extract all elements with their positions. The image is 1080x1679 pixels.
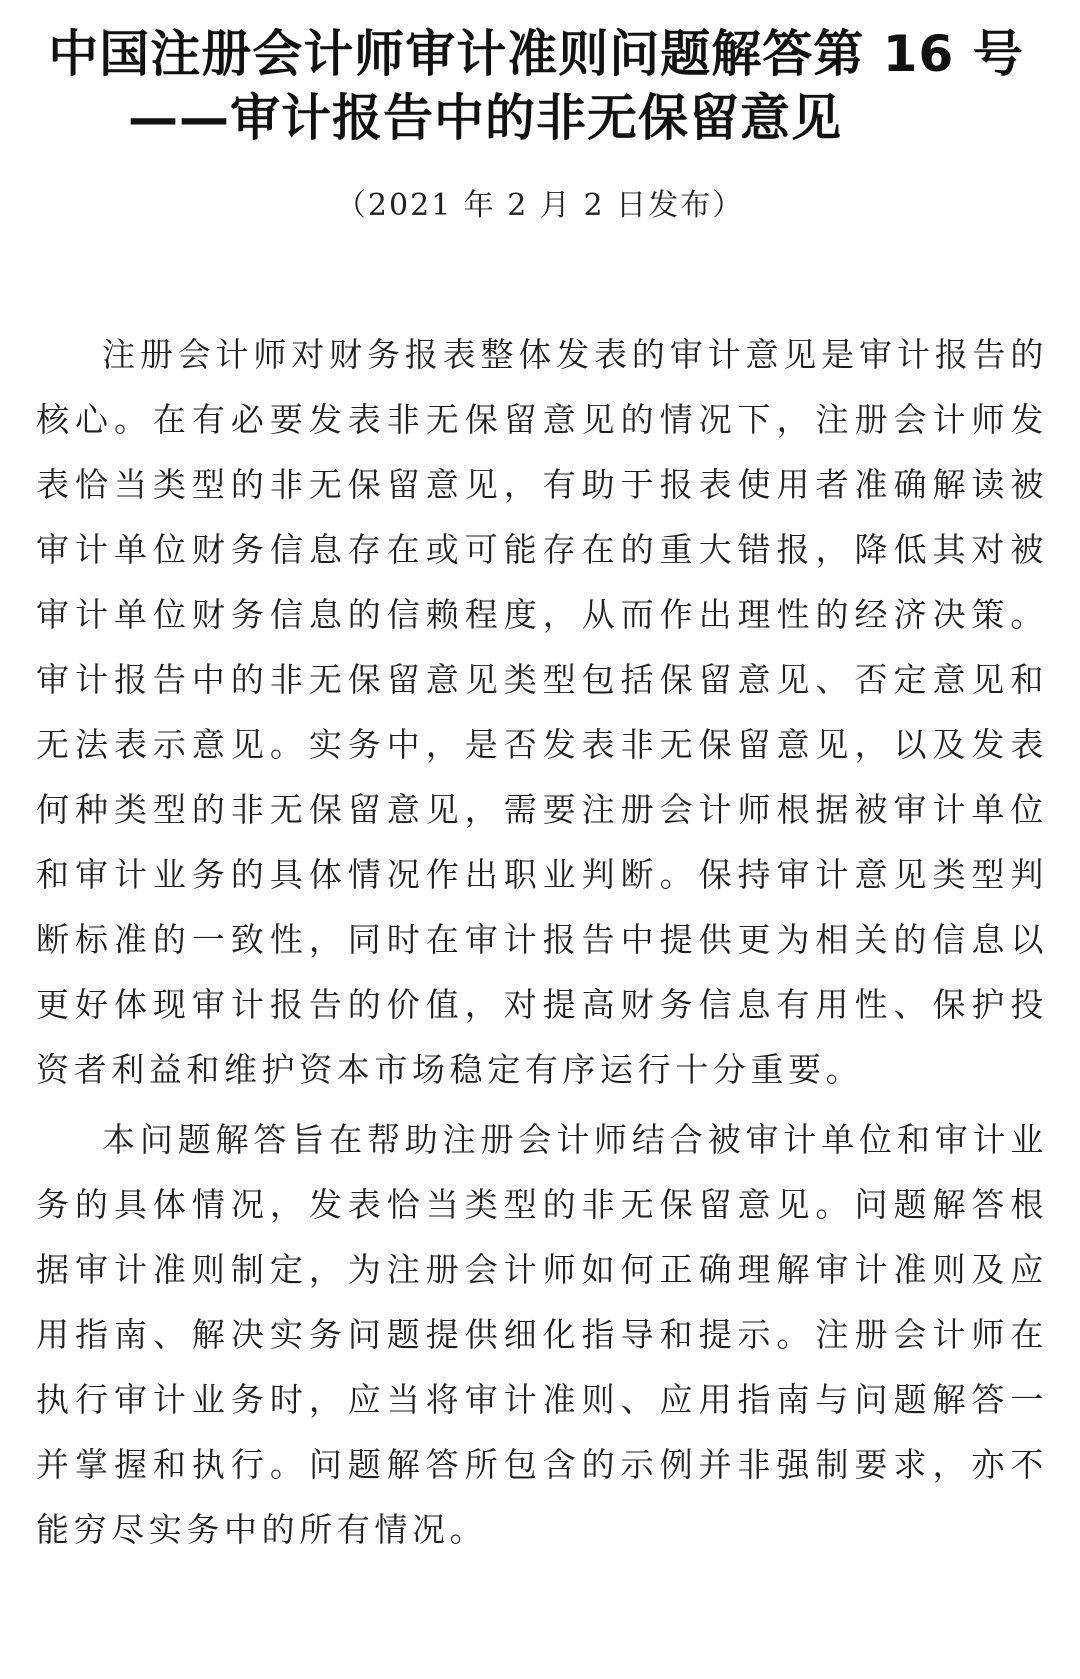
document-title [0,0,1080,150]
publish-date: （2021 年 2 月 2 日发布） [335,188,745,223]
paragraph-2: 本问题解答旨在帮助注册会计师结合被审计单位和审计业务的具体情况，发表恰当类型的非无保留意见。问题解答根据审计准则制定，为注册会计师如何正确理解审计准则及应用指南、解决实务问题提供细化指导和提示。注册会计师在执行审计业务时，应当将审计准则、应用指南与问题解答一并掌握和执行。问题解答所包含的示例并非强制要求，亦不能穷尽实务中的所有情况。 [36,1120,1048,1549]
title-line-2: ——审计报告中的非无保留意见 [128,89,842,147]
paragraph-1: 注册会计师对财务报表整体发表的审计意见是审计报告的核心。在有必要发表非无保留意见的情况下，注册会计师发表恰当类型的非无保留意见，有助于报表使用者准确解读被审计单位财务信息存在或可能存在的重大错报，降低其对被审计单位财务信息的信赖程度，从而作出理性的经济决策。审计报告中的非无保留意见类型包括保留意见、否定意见和无法表示意见。实务中，是否发表非无保留意见，以及发表何种类型的非无保留意见，需要注册会计师根据被审计单位和审计业务的具体情况作出职业判断。保持审计意见类型判断标准的一致性，同时在审计报告中提供更为相关的信息以更好体现审计报告的价值，对提高财务信息有用性、保护投资者利益和维护资本市场稳定有序运行十分重要。 [36,335,1048,1089]
title-line-1: 中国注册会计师审计准则问题解答第 16 号 [48,25,1024,83]
